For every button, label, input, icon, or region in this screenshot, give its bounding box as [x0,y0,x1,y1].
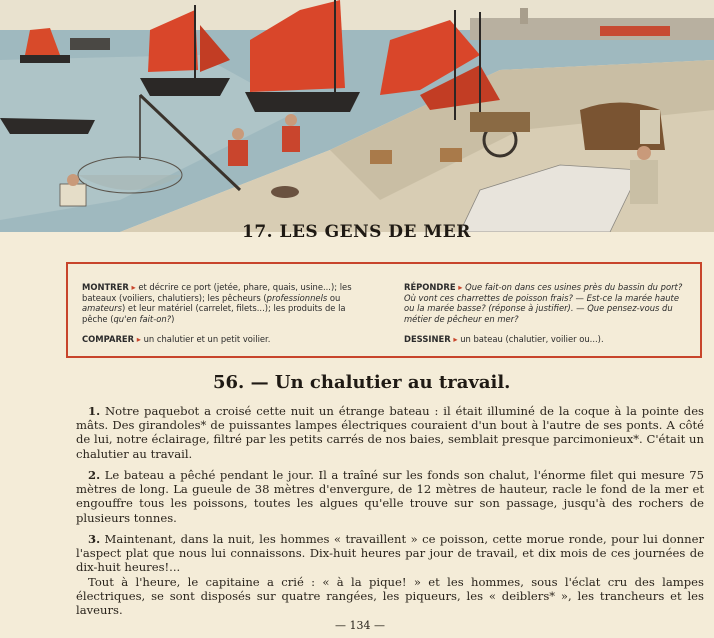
dessiner-instruction: DESSINER ▸ un bateau (chalutier, voilier ou...). [404,334,604,344]
arrow-icon: ▸ [134,334,141,344]
repondre-instruction: RÉPONDRE ▸ Que fait-on dans ces usines près du bassin du port? Où vont ces charrettes de poisson frais? — Est-ce la marée haute ou la marée basse? (réponse à justifier). — Que pensez-vous du métier de pêcheur en mer? [404,282,683,324]
page-number: — 134 — [335,619,385,632]
paragraph-3: 3. Maintenant, dans la nuit, les hommes « travaillent » ce poisson, cette morue ronde, pour lui donner l'aspect plat que nous lui connaissons. Dix-huit heures par jour de travail, et dix mois de ces journées de dix-huit heures!... [76,532,704,575]
paragraph-2: 2. Le bateau a pêché pendant le jour. Il a traîné sur les fonds son chalut, l'énorme filet qui mesure 75 mètres de long. La gueule de 38 mètres d'envergure, de 12 mètres de hauteur, racle le fond de la mer et engouffre tous les poissons, toutes les algues qu'elle trouve sur son passage, jusqu'à des rochers de plusieurs tonnes. [76,468,704,525]
chapter-title: 56. — Un chalutier au travail. [213,372,511,393]
instruction-box [66,262,702,358]
arrow-icon: ▸ [128,282,136,292]
arrow-icon: ▸ [455,282,463,292]
comparer-instruction: COMPARER ▸ un chalutier et un petit voilier. [82,334,271,344]
montrer-keyword: MONTRER [82,282,129,292]
paragraph-1: 1. Notre paquebot a croisé cette nuit un étrange bateau : il était illuminé de la coque à la pointe des mâts. Des girandoles* de puissantes lampes électriques couraient d'un bout à l'autre de ses ponts. A côté de lui, notre éclairage, filtré par les petits carrés de nos baies, semblait presque parcimonieux*. C'était un chalutier au travail. [76,404,704,461]
lesson-title: 17. LES GENS DE MER [242,222,471,242]
arrow-icon: ▸ [450,334,458,344]
harbor-illustration [0,0,714,232]
montrer-instruction: MONTRER ▸ et décrire ce port (jetée, phare, quais, usine...); les bateaux (voiliers, chalutiers); les pêcheurs (professionnels ou amateurs) et leur matériel (carrelet, filets...); les produits de la pêche (qu'en fait-on?) [82,282,352,324]
repondre-keyword: RÉPONDRE [404,282,456,292]
comparer-keyword: COMPARER [82,334,135,344]
dessiner-keyword: DESSINER [404,334,451,344]
paragraph-4: Tout à l'heure, le capitaine a crié : « à la pique! » et les hommes, sous l'éclat cru des lampes électriques, se sont disposés sur quatre rangées, les piqueurs, les « deiblers* », les trancheurs et les laveurs. [76,575,704,618]
